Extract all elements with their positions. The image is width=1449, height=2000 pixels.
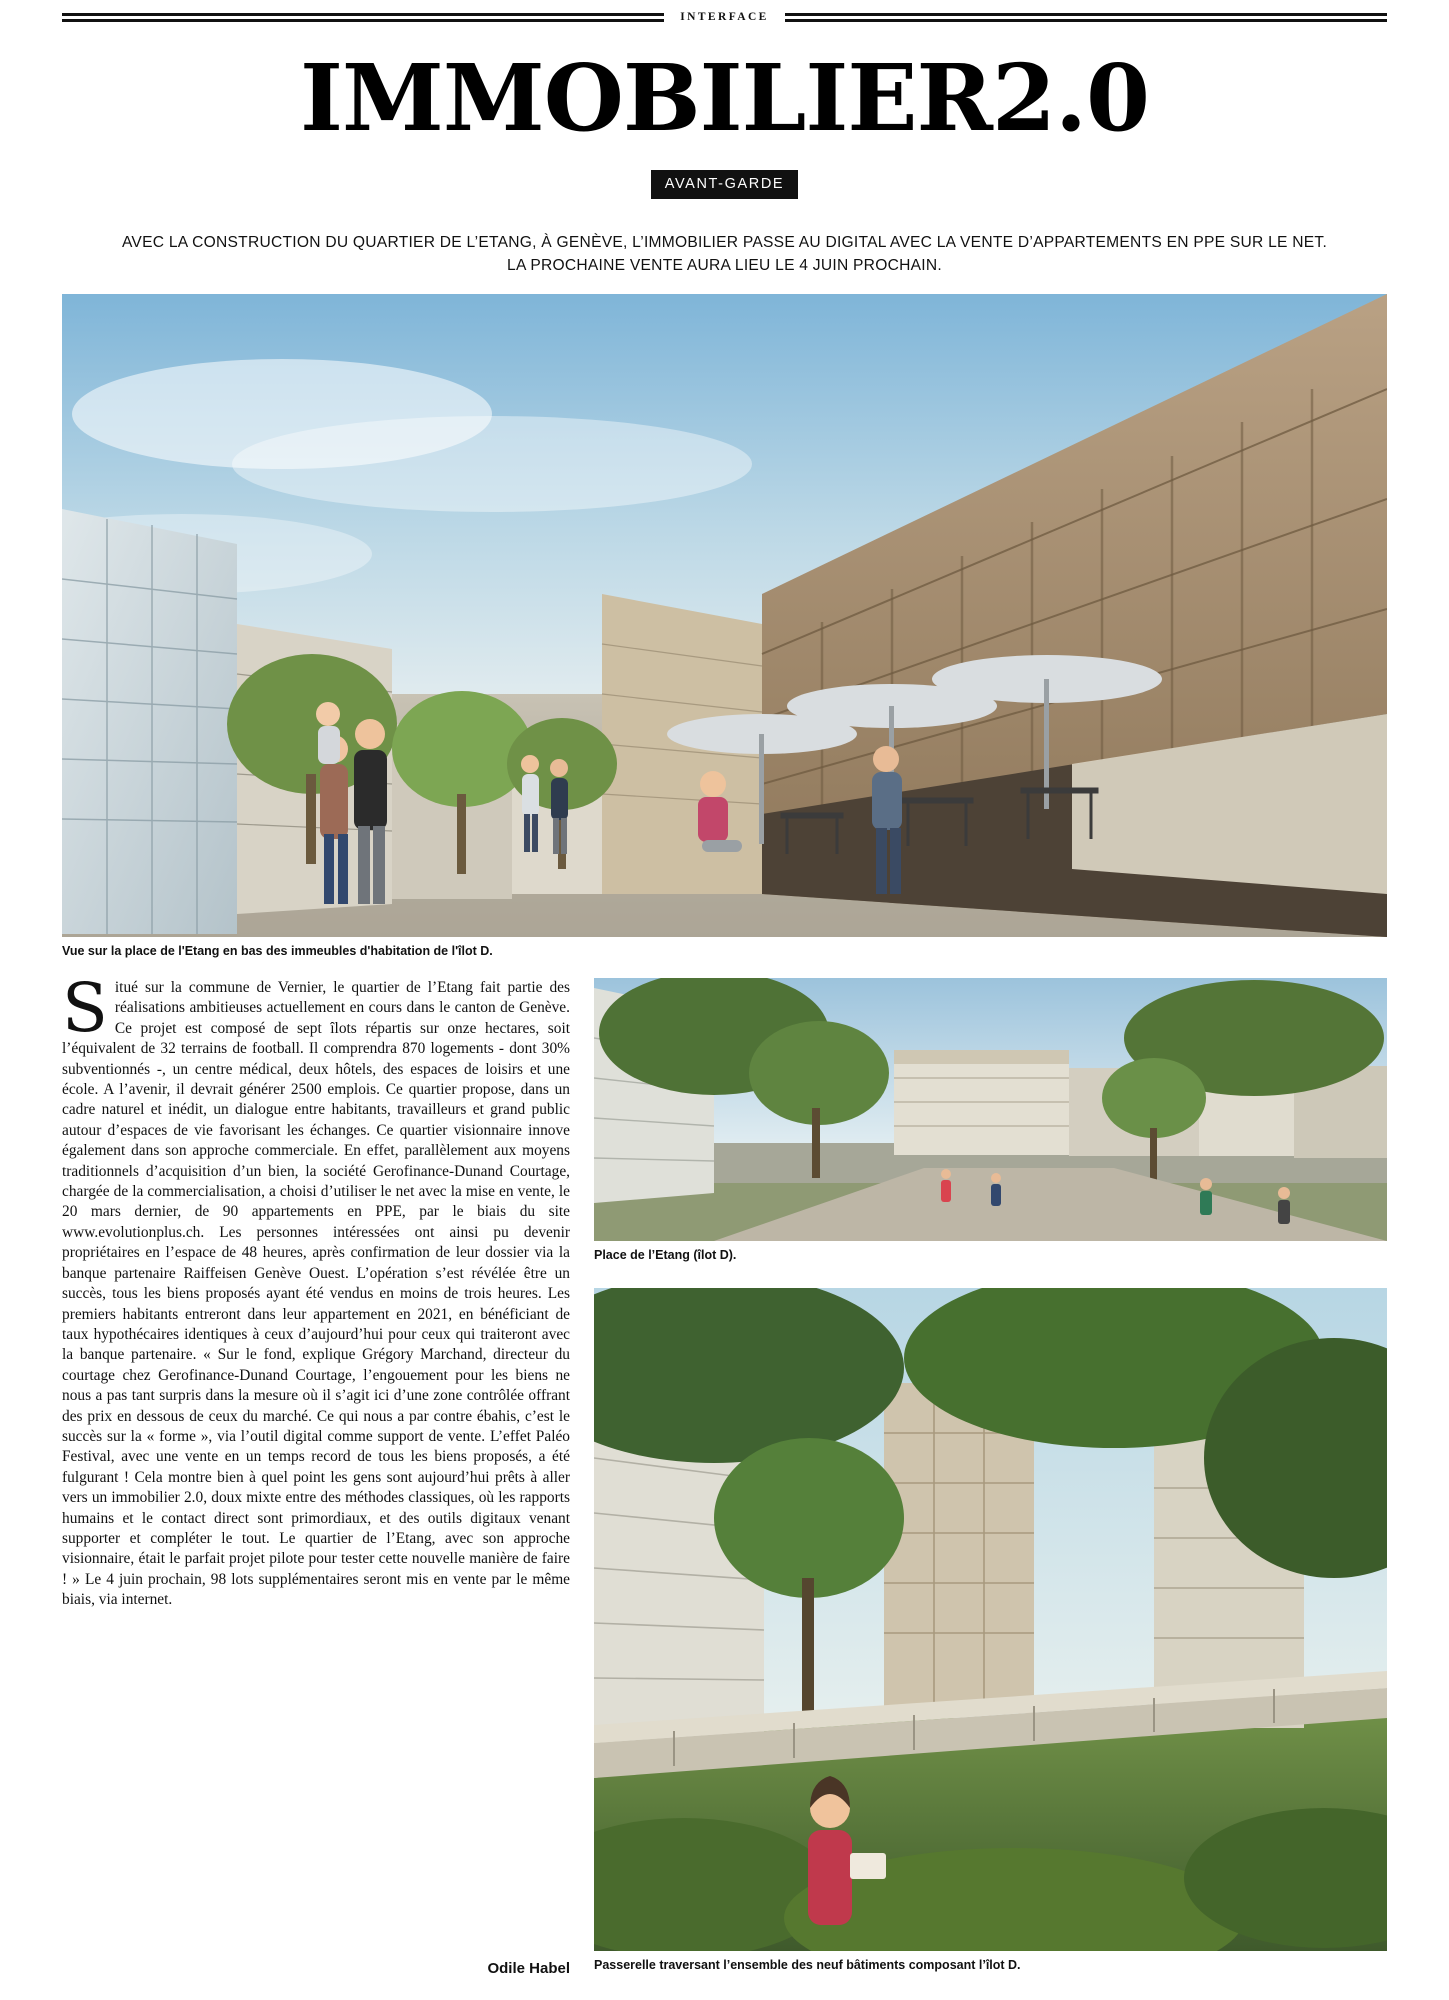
standfirst-line-2: LA PROCHAINE VENTE AURA LIEU LE 4 JUIN PROCHAIN. — [507, 256, 942, 274]
status-badge: AVANT-GARDE — [651, 170, 798, 199]
secondary-illustration — [594, 978, 1387, 1241]
standfirst — [62, 232, 1387, 277]
secondary-image — [594, 978, 1387, 1241]
masthead — [62, 6, 1387, 28]
hero-caption: Vue sur la place de l'Etang en bas des immeubles d'habitation de l'îlot D. — [62, 944, 493, 958]
secondary-caption: Place de l’Etang (îlot D). — [594, 1248, 737, 1262]
hero-illustration — [62, 294, 1387, 937]
standfirst-line-1: AVEC LA CONSTRUCTION DU QUARTIER DE L’ETANG, À GENÈVE, L’IMMOBILIER PASSE AU DIGITAL AVEC LA VENTE D’APPARTEMENTS EN PPE SUR LE NET. — [121, 234, 1328, 251]
tertiary-illustration — [594, 1288, 1387, 1951]
tertiary-caption: Passerelle traversant l’ensemble des neuf bâtiments composant l’îlot D. — [594, 1958, 1021, 1972]
dropcap: S — [62, 969, 108, 1047]
page-title — [0, 44, 1449, 152]
masthead-rule-left — [62, 13, 664, 22]
section-tag-wrap — [0, 170, 1449, 199]
article-body — [62, 969, 570, 1611]
byline: Odile Habel — [487, 1960, 570, 1977]
tertiary-image — [594, 1288, 1387, 1951]
article-text: itué sur la commune de Vernier, le quartier de l’Etang fait partie des réalisations ambitieuses actuellement en cours dans le canton de Genève. Ce projet est composé de sept îlots répartis sur onze hectares, soit l’équivalent de 32 terrains de football. Il comprendra 870 logements - dont 30% subventionnés -, un centre médical, deux hôtels, des espaces de loisirs et une école. A l’avenir, il devrait générer 2500 emplois. Ce quartier propose, dans un cadre naturel et inédit, un dialogue entre habitants, travailleurs et grand public autour d’espaces de vie favorisant les échanges. Ce quartier visionnaire innove également dans son approche commerciale. En effet, parallèlement aux moyens traditionnels d’acquisition d’un bien, la société Gerofinance-Dunand Courtage, chargée de la commercialisation, a choisi d’utiliser le net avec la mise en vente, le 20 mars dernier, de 90 appartements en PPE, par le biais du site www.evolutionplus.ch. Les personnes intéressées ont ainsi pu devenir propriétaires en l’espace de 48 heures, après confirmation de leur dossier via la banque partenaire Raiffeisen Genève Ouest. L’opération s’est révélée être un succès, tous les biens proposés ayant été vendus en moins de trois heures. Les premiers habitants entreront dans leur appartement en 2021, en bénéficiant de taux hypothécaires identiques à ceux d’aujourd’hui pour ceux qui traiteront avec la banque partenaire. « Sur le fond, explique Grégory Marchand, directeur du courtage chez Gerofinance-Dunand Courtage, l’engouement pour les biens ne nous a pas tant surpris dans la mesure où il s’agit ici d’une zone contrôlée offrant des prix en dessous de ceux du marché. Ce qui nous a par contre ébahis, c’est le succès sur la « forme », via l’outil digital comme support de vente. L’effet Paléo Festival, avec une vente en un temps record de tous les biens proposés, a été fulgurant ! Cela montre bien à quel point les gens sont aujourd’hui prêts à aller vers un immobilier 2.0, doux mixte entre des méthodes classiques, où les rapports humains et le contact direct sont primordiaux, et des outils digitaux venant supporter et compléter le tout. Le quartier de l’Etang, avec son approche visionnaire, était le parfait projet pilote pour tester cette nouvelle manière de faire ! » Le 4 juin prochain, 98 lots supplémentaires seront mis en vente par le même biais, via internet. — [62, 979, 570, 1609]
article-paragraph — [62, 969, 570, 1611]
hero-image — [62, 294, 1387, 937]
masthead-kicker: INTERFACE — [680, 11, 769, 23]
headline-suffix: 2.0 — [991, 44, 1149, 152]
masthead-rule-right — [785, 13, 1387, 22]
headline-main: IMMOBILIER — [299, 44, 992, 152]
